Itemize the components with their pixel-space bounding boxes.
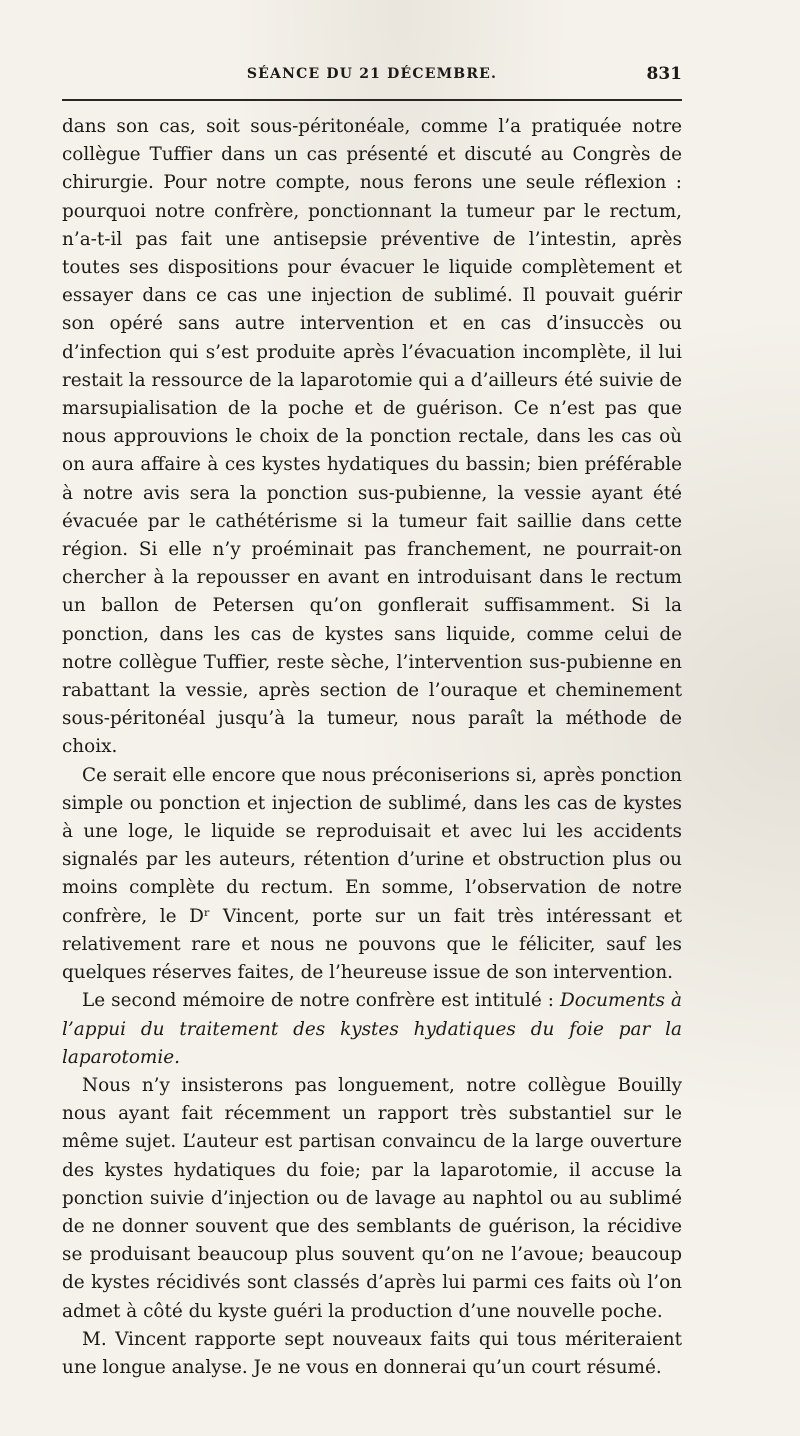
header-rule [62,99,682,101]
paragraph-4: Nous n’y insisterons pas longuement, notre collègue Bouilly nous ayant fait récemment un rapport très substantiel sur le même sujet. L’auteur est partisan convaincu de la large ouverture des kystes hydatiques du foie; par la laparotomie, il accuse la ponction suivie d’injection ou de lavage au naphtol ou au sublimé de ne donner souvent que des semblants de guérison, la récidive se produisant beaucoup plus souvent qu’on ne l’avoue; beaucoup de kystes récidivés sont classés d’après lui parmi ces faits où l’on admet à côté du kyste guéri la production d’une nouvelle poche. [62,1074,682,1322]
page-number: 831 [646,64,682,84]
paragraph-3-lead: Le second mémoire de notre confrère est intitulé : [82,990,561,1012]
page-header [62,62,682,92]
memoir-title: Documents à l’appui du traitement des kystes hydatiques du foie par la laparotomie. [62,990,682,1068]
paragraph-1: dans son cas, soit sous-péritonéale, comme l’a pratiquée notre collègue Tuffier dans un cas présenté et discuté au Congrès de chirurgie. Pour notre compte, nous ferons une seule réflexion : pourquoi notre confrère, ponctionnant la tumeur par le rectum, n’a-t-il pas fait une antisepsie préventive de l’intestin, après toutes ses dispositions pour évacuer le liquide complètement et essayer dans ce cas une injection de sublimé. Il pouvait guérir son opéré sans autre intervention et en cas d’insuccès ou d’infection qui s’est produite après l’évacuation incomplète, il lui restait la ressource de la laparotomie qui a d’ailleurs été suivie de marsupialisation de la poche et de guérison. Ce n’est pas que nous approuvions le choix de la ponction rectale, dans les cas où on aura affaire à ces kystes hydatiques du bassin; bien préférable à notre avis sera la ponction sus-pubienne, la vessie ayant été évacuée par le cathétérisme si la tumeur fait saillie dans cette région. Si elle n’y proéminait pas franchement, ne pourrait-on chercher à la repousser en avant en introduisant dans le rectum un ballon de Petersen qu’on gonflerait suffisamment. Si la ponction, dans les cas de kystes sans liquide, comme celui de notre collègue Tuffier, reste sèche, l’intervention sus-pubienne en rabattant la vessie, après section de l’ouraque et cheminement sous-péritonéal jusqu’à la tumeur, nous paraît la méthode de choix. [62,116,682,758]
paragraph-2: Ce serait elle encore que nous préconiserions si, après ponction simple ou ponction et injection de sublimé, dans les cas de kystes à une loge, le liquide se reproduisait et avec lui les accidents signalés par les auteurs, rétention d’urine et obstruction plus ou moins complète du rectum. En somme, l’observation de notre confrère, le Dʳ Vincent, porte sur un fait très intéressant et relativement rare et nous ne pouvons que le féliciter, sauf les quelques réserves faites, de l’heureuse issue de son intervention. [62,764,682,984]
paragraph-5: M. Vincent rapporte sept nouveaux faits qui tous mériteraient une longue analyse. Je ne vous en donnerai qu’un court résumé. [62,1328,682,1378]
paragraph-3 [62,987,682,1072]
body-text [62,113,682,1382]
running-title: SÉANCE DU 21 DÉCEMBRE. [246,66,498,82]
